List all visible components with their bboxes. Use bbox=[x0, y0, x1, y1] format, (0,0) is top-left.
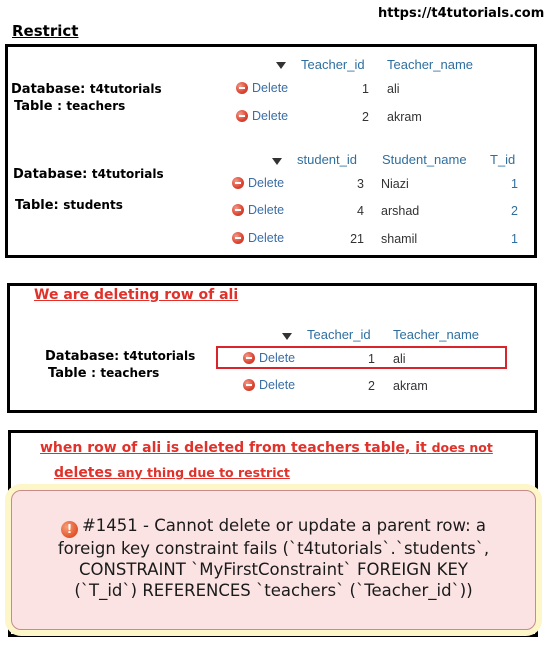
col-header-student-name[interactable]: Student_name bbox=[382, 152, 467, 167]
error-line-1: ! #1451 - Cannot delete or update a parent row: a bbox=[26, 515, 521, 538]
student-name-cell: shamil bbox=[381, 232, 418, 246]
teacher-name-cell: akram bbox=[393, 379, 428, 393]
delete-icon bbox=[236, 82, 248, 94]
student-name-cell: Niazi bbox=[381, 177, 409, 191]
delete-link[interactable]: Delete bbox=[232, 176, 284, 190]
teacher-id-cell: 2 bbox=[368, 379, 375, 393]
result-line1: when row of ali is deleted from teachers table, it does not bbox=[40, 440, 493, 456]
student-tid-cell: 2 bbox=[511, 204, 518, 218]
sort-arrow-icon[interactable] bbox=[282, 329, 292, 343]
section-title-restrict: Restrict bbox=[12, 22, 79, 40]
teacher-name-cell: ali bbox=[393, 352, 406, 366]
teachers-db-label: Database: t4tutorials Table : teachers bbox=[45, 349, 196, 381]
delete-icon bbox=[232, 204, 244, 216]
delete-link[interactable]: Delete bbox=[243, 351, 295, 365]
student-name-cell: arshad bbox=[381, 204, 420, 218]
delete-link[interactable]: Delete bbox=[243, 378, 295, 392]
delete-link[interactable]: Delete bbox=[236, 109, 288, 123]
delete-icon bbox=[232, 177, 244, 189]
delete-icon bbox=[243, 379, 255, 391]
student-tid-cell: 1 bbox=[511, 232, 518, 246]
site-url: https://t4tutorials.com bbox=[378, 6, 545, 21]
teacher-name-cell: akram bbox=[387, 110, 422, 124]
sort-arrow-icon[interactable] bbox=[276, 58, 286, 72]
error-message-box bbox=[11, 490, 536, 630]
student-id-cell: 21 bbox=[350, 232, 364, 246]
delete-link[interactable]: Delete bbox=[232, 203, 284, 217]
sort-arrow-icon[interactable] bbox=[272, 154, 282, 168]
col-header-t-id[interactable]: T_id bbox=[490, 152, 516, 167]
col-header-teacher-id[interactable]: Teacher_id bbox=[301, 57, 365, 72]
delete-icon bbox=[236, 110, 248, 122]
students-db-label: Database: t4tutorials bbox=[13, 167, 164, 182]
col-header-teacher-name[interactable]: Teacher_name bbox=[387, 57, 473, 72]
delete-icon bbox=[232, 232, 244, 244]
col-header-teacher-name[interactable]: Teacher_name bbox=[393, 327, 479, 342]
deleting-heading: We are deleting row of ali bbox=[34, 287, 239, 303]
teacher-name-cell: ali bbox=[387, 82, 400, 96]
student-tid-cell: 1 bbox=[511, 177, 518, 191]
teacher-id-cell: 1 bbox=[362, 82, 369, 96]
delete-link[interactable]: Delete bbox=[236, 81, 288, 95]
teacher-id-cell: 2 bbox=[362, 110, 369, 124]
teacher-id-cell: 1 bbox=[368, 352, 375, 366]
delete-icon bbox=[243, 352, 255, 364]
error-line-2: foreign key constraint fails (`t4tutorials`.`students`, bbox=[57, 539, 490, 558]
restrict-panel bbox=[5, 44, 537, 258]
col-header-teacher-id[interactable]: Teacher_id bbox=[307, 327, 371, 342]
student-id-cell: 4 bbox=[357, 204, 364, 218]
error-icon: ! bbox=[61, 521, 78, 538]
student-id-cell: 3 bbox=[357, 177, 364, 191]
error-line-4: (`T_id`) REFERENCES `teachers` (`Teacher_id`)) bbox=[74, 581, 473, 600]
error-line-3: CONSTRAINT `MyFirstConstraint` FOREIGN KEY bbox=[79, 560, 468, 579]
teachers-db-label: Database: t4tutorials Table : teachers bbox=[11, 82, 162, 114]
col-header-student-id[interactable]: student_id bbox=[297, 152, 357, 167]
students-table-label: Table: students bbox=[15, 198, 123, 213]
result-line2: deletes any thing due to restrict bbox=[54, 465, 290, 481]
delete-link[interactable]: Delete bbox=[232, 231, 284, 245]
